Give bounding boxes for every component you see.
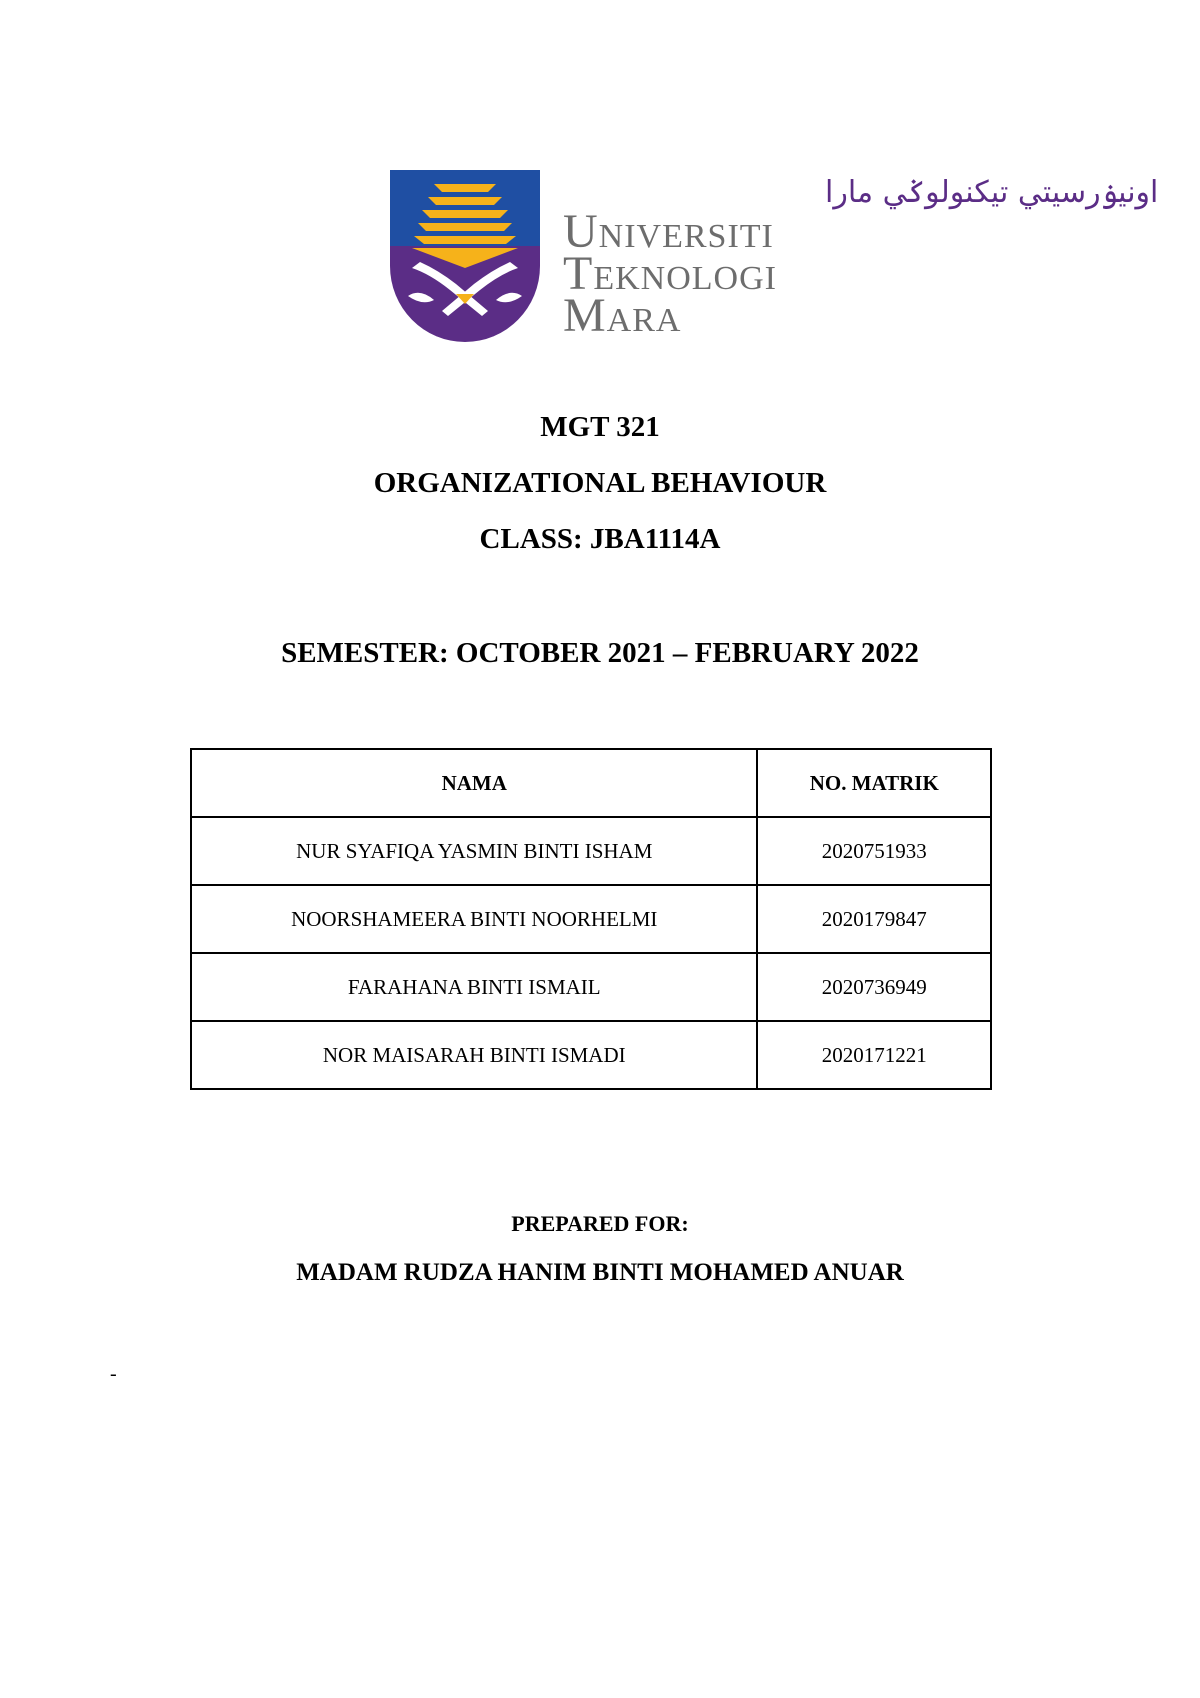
member-name: NUR SYAFIQA YASMIN BINTI ISHAM bbox=[191, 817, 757, 885]
prepared-for-label: PREPARED FOR: bbox=[511, 1211, 689, 1236]
lecturer-name: MADAM RUDZA HANIM BINTI MOHAMED ANUAR bbox=[296, 1259, 904, 1286]
members-table bbox=[190, 748, 992, 1090]
member-matrik: 2020171221 bbox=[757, 1021, 991, 1089]
table-row bbox=[191, 817, 991, 885]
table-row bbox=[191, 885, 991, 953]
semester: SEMESTER: OCTOBER 2021 – FEBRUARY 2022 bbox=[281, 637, 919, 669]
university-logo bbox=[390, 170, 1159, 342]
logo-word-universiti: Universiti bbox=[563, 205, 774, 258]
table-row bbox=[191, 953, 991, 1021]
logo-wordmark bbox=[563, 170, 1159, 342]
footer-dash: - bbox=[110, 1363, 117, 1385]
logo-word-mara: Mara bbox=[563, 289, 682, 342]
logo-word-teknologi: Teknologi bbox=[563, 247, 777, 300]
member-name: NOORSHAMEERA BINTI NOORHELMI bbox=[191, 885, 757, 953]
table-row bbox=[191, 1021, 991, 1089]
member-matrik: 2020736949 bbox=[757, 953, 991, 1021]
member-name: NOR MAISARAH BINTI ISMADI bbox=[191, 1021, 757, 1089]
logo-jawi-text: اونيۏرسيتي تيكنولوݢي مارا bbox=[825, 175, 1159, 210]
header-no-matrik: NO. MATRIK bbox=[757, 749, 991, 817]
member-matrik: 2020179847 bbox=[757, 885, 991, 953]
member-name: FARAHANA BINTI ISMAIL bbox=[191, 953, 757, 1021]
course-code: MGT 321 bbox=[540, 411, 660, 443]
header-nama: NAMA bbox=[191, 749, 757, 817]
class-code: CLASS: JBA1114A bbox=[479, 523, 721, 555]
member-matrik: 2020751933 bbox=[757, 817, 991, 885]
table-header-row bbox=[191, 749, 991, 817]
course-name: ORGANIZATIONAL BEHAVIOUR bbox=[373, 467, 827, 499]
uitm-crest-icon bbox=[390, 170, 540, 342]
